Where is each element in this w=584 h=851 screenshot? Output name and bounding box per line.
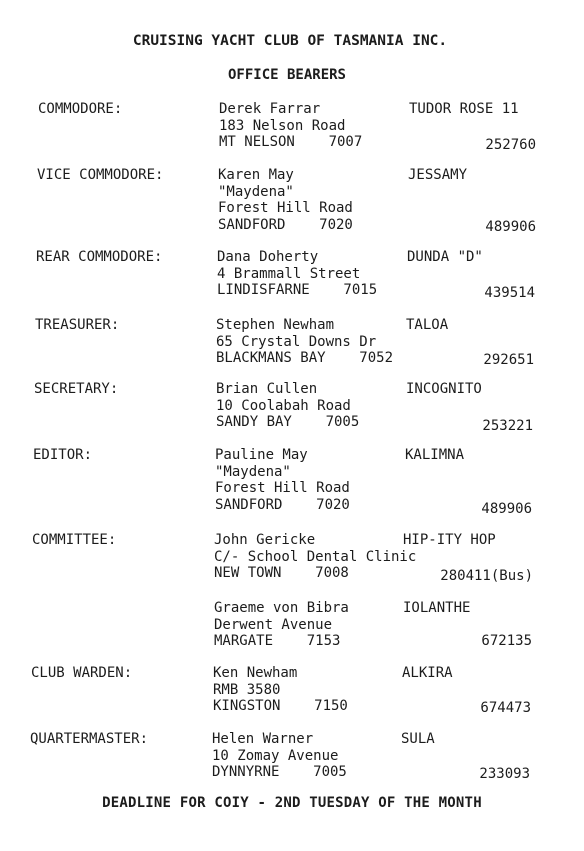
address-line: SANDFORD 7020 bbox=[215, 496, 350, 513]
address-line: "Maydena" bbox=[215, 463, 291, 480]
bearer-address bbox=[212, 731, 347, 781]
phone-number: 489906 bbox=[481, 501, 532, 517]
address-line: Derwent Avenue bbox=[214, 616, 333, 633]
bearer-name: Pauline May bbox=[215, 447, 308, 463]
office-bearers-heading: OFFICE BEARERS bbox=[227, 67, 346, 83]
address-line: 10 Coolabah Road bbox=[216, 397, 351, 414]
address-line: Forest Hill Road bbox=[215, 480, 350, 496]
club-title: CRUISING YACHT CLUB OF TASMANIA INC. bbox=[132, 33, 448, 49]
bearer-name: Derek Farrar bbox=[219, 101, 321, 117]
yacht-name: HIP-ITY HOP bbox=[403, 532, 496, 548]
bearer-role: COMMODORE: bbox=[38, 101, 123, 117]
address-line: DYNNYRNE 7005 bbox=[212, 764, 347, 780]
address-line: MARGATE 7153 bbox=[214, 633, 341, 649]
yacht-name: JESSAMY bbox=[408, 167, 468, 183]
bearer-name: Dana Doherty bbox=[217, 249, 319, 265]
bearer-role: CLUB WARDEN: bbox=[31, 665, 133, 681]
bearer-role: REAR COMMODORE: bbox=[36, 249, 163, 265]
address-line: LINDISFARNE 7015 bbox=[217, 282, 378, 298]
bearer-role: COMMITTEE: bbox=[32, 532, 117, 548]
address-line: NEW TOWN 7008 bbox=[214, 565, 349, 581]
phone-number: 292651 bbox=[483, 352, 534, 368]
bearer-name: Graeme von Bibra bbox=[214, 600, 349, 616]
bearer-address bbox=[213, 665, 348, 715]
phone-number: 674473 bbox=[480, 700, 531, 716]
bearer-address bbox=[218, 167, 353, 233]
address-line: Forest Hill Road bbox=[218, 200, 353, 216]
address-line: SANDY BAY 7005 bbox=[216, 414, 360, 430]
bearer-name: Brian Cullen bbox=[216, 381, 318, 397]
bearer-name: John Gericke bbox=[214, 532, 316, 548]
bearer-name: Helen Warner bbox=[212, 731, 314, 747]
bearer-address bbox=[216, 317, 393, 367]
bearer-role: SECRETARY: bbox=[34, 381, 119, 397]
yacht-name: SULA bbox=[401, 731, 435, 747]
phone-number: 280411(Bus) bbox=[440, 568, 533, 584]
bearer-role: QUARTERMASTER: bbox=[30, 731, 149, 747]
deadline-notice: DEADLINE FOR COIY - 2ND TUESDAY OF THE MONTH bbox=[102, 795, 482, 811]
bearer-role: EDITOR: bbox=[33, 447, 93, 463]
address-line: MT NELSON 7007 bbox=[219, 134, 363, 150]
bearer-address bbox=[219, 101, 362, 151]
address-line: 10 Zomay Avenue bbox=[212, 747, 339, 764]
bearer-address bbox=[217, 249, 377, 299]
address-line: SANDFORD 7020 bbox=[218, 216, 353, 233]
phone-number: 252760 bbox=[485, 137, 536, 153]
address-line: 65 Crystal Downs Dr bbox=[216, 333, 377, 350]
bearer-role: VICE COMMODORE: bbox=[37, 167, 164, 183]
phone-number: 233093 bbox=[479, 766, 530, 782]
address-line: 4 Brammall Street bbox=[217, 265, 361, 282]
yacht-name: KALIMNA bbox=[405, 447, 465, 463]
address-line: BLACKMANS BAY 7052 bbox=[216, 350, 394, 366]
phone-number: 439514 bbox=[484, 285, 535, 301]
yacht-name: INCOGNITO bbox=[406, 381, 482, 397]
bearer-address bbox=[216, 381, 359, 431]
phone-number: 253221 bbox=[482, 418, 533, 434]
bearer-address bbox=[215, 447, 350, 513]
bearer-name: Ken Newham bbox=[213, 665, 298, 681]
bearer-name: Karen May bbox=[218, 167, 294, 183]
bearer-address bbox=[214, 600, 349, 650]
address-line: RMB 3580 bbox=[213, 681, 281, 698]
address-line: 183 Nelson Road bbox=[219, 117, 346, 134]
bearer-role: TREASURER: bbox=[35, 317, 120, 333]
address-line: KINGSTON 7150 bbox=[213, 698, 348, 714]
bearer-address bbox=[214, 532, 416, 582]
address-line: C/- School Dental Clinic bbox=[214, 548, 417, 565]
yacht-name: TUDOR ROSE 11 bbox=[409, 101, 519, 117]
yacht-name: DUNDA "D" bbox=[407, 249, 483, 265]
phone-number: 489906 bbox=[485, 219, 536, 235]
yacht-name: TALOA bbox=[406, 317, 449, 333]
phone-number: 672135 bbox=[481, 633, 532, 649]
yacht-name: IOLANTHE bbox=[403, 600, 471, 616]
yacht-name: ALKIRA bbox=[402, 665, 453, 681]
bearer-name: Stephen Newham bbox=[216, 317, 335, 333]
address-line: "Maydena" bbox=[218, 183, 294, 200]
